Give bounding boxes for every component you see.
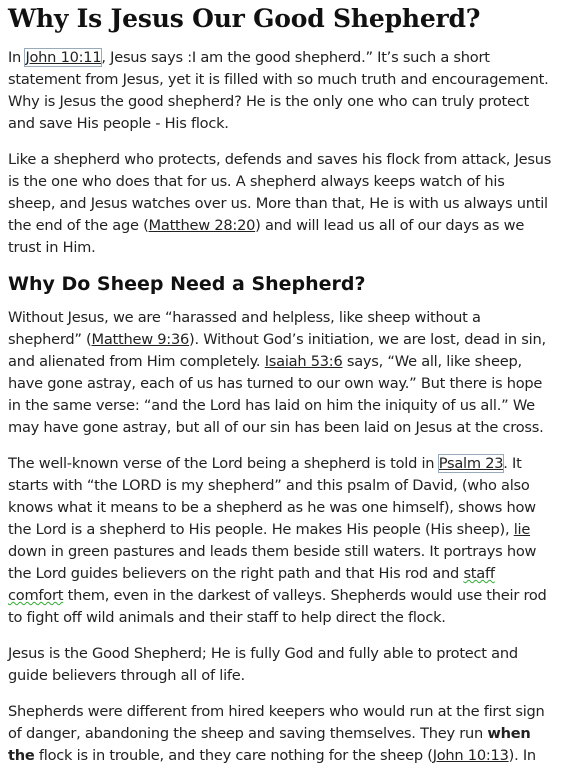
p3-text-3: says, “We all, like sheep, have gone astray, each of us has turned to our own way.” But there is hope in the same verse: “and the Lord has laid on him the iniquity of us all.” We may have gone astray, but all of our sin has been laid on Jesus at the cross. (8, 353, 544, 436)
p2-text-1: Like a shepherd who protects, defends and saves his flock from attack, Jesus is the one who does that for us. A shepherd always keeps watch of his sheep, and Jesus watches over us. More than that, He is with us always until the end of the age ( (8, 151, 552, 234)
word-lie: lie (513, 521, 531, 538)
p5-text: Jesus is the Good Shepherd; He is fully God and fully able to protect and guide believers through all of life. (8, 645, 518, 684)
p6-bold-text: when the (8, 725, 531, 764)
scripture-link-isaiah-53-6[interactable]: Isaiah 53:6 (264, 353, 343, 370)
p4-text-3: down in green pastures and leads them beside still waters. It portrays how the Lord guides believers on the right path and that His rod and (8, 543, 537, 582)
p3-text-1: Without Jesus, we are “harassed and helpless, like sheep without a shepherd” ( (8, 309, 481, 348)
p4-text-1: The well-known verse of the Lord being a shepherd is told in (8, 455, 439, 472)
p1-text-pre: In (8, 49, 26, 66)
scripture-link-john-10-13[interactable]: John 10:13 (432, 747, 509, 764)
word-staff-comfort: staff comfort (8, 565, 495, 604)
p6-text-2: flock is in trouble, and they care nothing for the sheep ( (34, 747, 433, 764)
section-heading: Why Do Sheep Need a Shepherd? (8, 273, 366, 295)
paragraph-3 (8, 307, 553, 439)
paragraph-2 (8, 149, 553, 259)
scripture-link-john-10-11[interactable]: John 10:11 (25, 49, 102, 66)
page-title: Why Is Jesus Our Good Shepherd? (8, 4, 481, 33)
paragraph-5 (8, 643, 553, 687)
p3-text-2: ). Without God’s initiation, we are lost, dead in sin, and alienated from Him completely. (8, 331, 546, 370)
article (0, 4, 561, 767)
scripture-link-matthew-9-36[interactable]: Matthew 9:36 (91, 331, 190, 348)
paragraph-4 (8, 453, 553, 629)
p1-text: , Jesus says :I am the good shepherd.” It’s such a short statement from Jesus, yet it is filled with so much truth and encouragement. Why is Jesus the good shepherd? He is the only one who can truly protect and save His people - His flock. (8, 49, 549, 132)
paragraph-6 (8, 701, 553, 767)
p2-text-2: ) and will lead us all of our days as we trust in Him. (8, 217, 525, 256)
p4-text-4: them, even in the darkest of valleys. Shepherds would use their rod to fight off wild animals and their staff to help direct the flock. (8, 587, 547, 626)
scripture-link-psalm-23[interactable]: Psalm 23 (438, 455, 504, 472)
p4-text-2: . It starts with “the LORD is my shepherd” and this psalm of David, (who also knows what it means to be a shepherd as he was one himself), shows how the Lord is a shepherd to His people. He makes His people (His sheep), (8, 455, 536, 538)
p6-text-1: Shepherds were different from hired keepers who would run at the first sign of danger, abandoning the sheep and saving themselves. They run (8, 703, 545, 742)
scripture-link-matthew-28-20[interactable]: Matthew 28:20 (148, 217, 256, 234)
p6-text-3: ). In (508, 747, 536, 764)
paragraph-1 (8, 47, 553, 135)
